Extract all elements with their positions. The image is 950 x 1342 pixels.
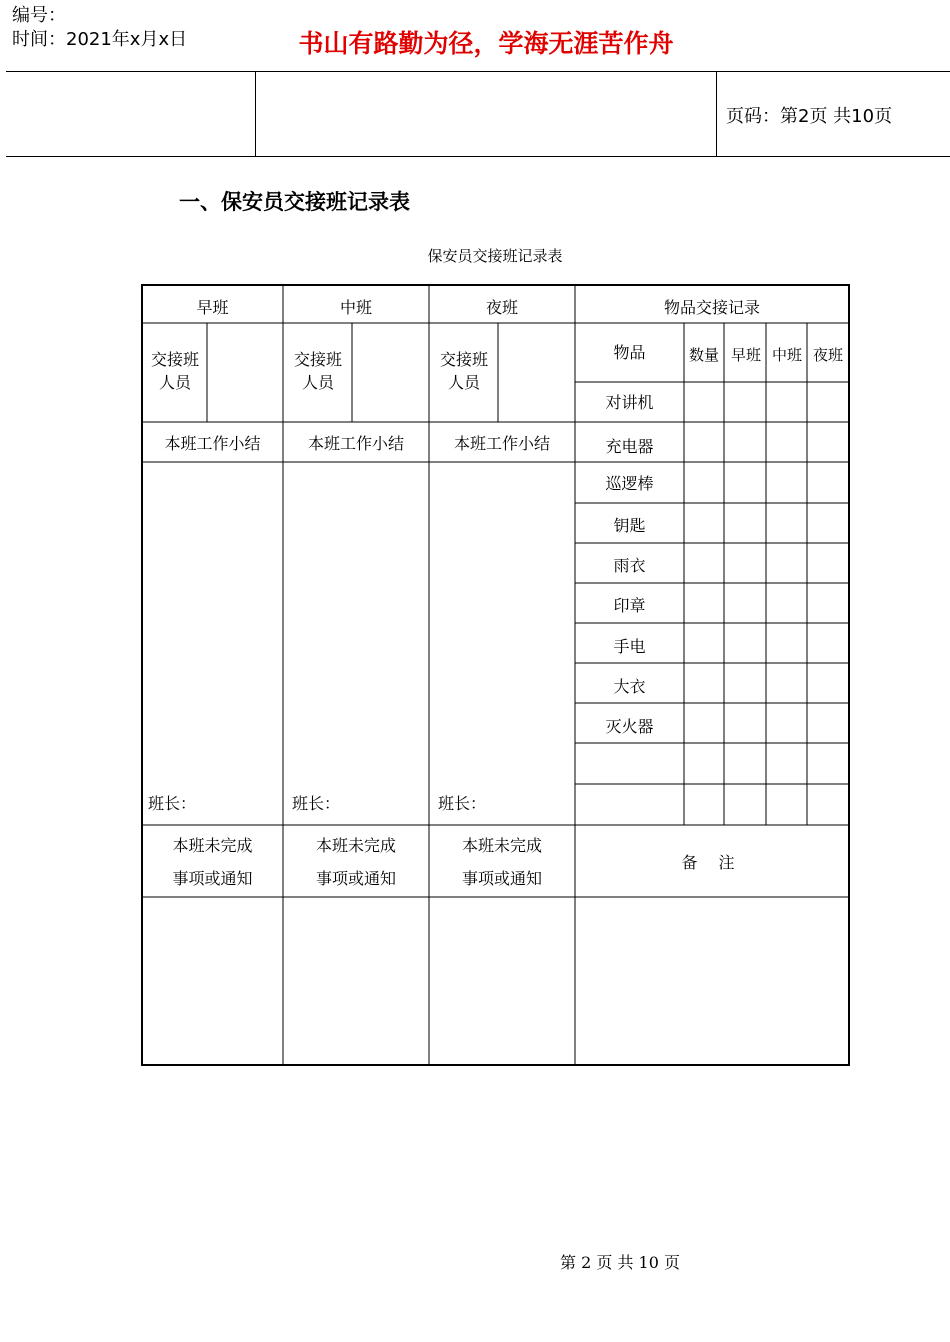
shift-leader-label: 班长： [148,793,197,813]
handover-staff-label: 交接班人员 [439,350,488,392]
item-name: 大衣 [613,676,646,696]
shift-header-mid: 中班 [339,297,372,317]
unfinished-line1: 本班未完成 [172,836,253,855]
header-motto: 书山有路勤为径，学海无涯苦作舟 [298,29,674,58]
unfinished-line1: 本班未完成 [461,836,542,855]
time-label: 时间：2021年x月x日 [12,29,188,50]
unfinished-line2: 事项或通知 [461,869,542,888]
items-header: 物品交接记录 [663,297,760,317]
item-name: 雨衣 [613,555,646,575]
item-name: 充电器 [605,436,654,456]
item-name: 手电 [613,636,646,656]
handover-staff-label: 交接班人员 [293,350,342,392]
unfinished-line2: 事项或通知 [172,869,253,888]
quantity-column-label: 数量 [689,346,720,364]
shift-leader-label: 班长： [438,793,487,813]
unfinished-label-early [142,832,283,892]
early-column-label: 早班 [731,346,762,364]
unfinished-label-night [429,832,575,892]
shift-header-early: 早班 [196,297,229,317]
item-column-label: 物品 [613,342,646,362]
handover-staff-label: 交接班人员 [150,350,199,392]
page-footer: 第 2 页 共 10 页 [560,1253,680,1272]
unfinished-label-mid [283,832,429,892]
remarks-label: 备 注 [681,852,743,872]
summary-label-early: 本班工作小结 [164,433,261,453]
section-title: 一、保安员交接班记录表 [179,190,410,214]
shift-header-night: 夜班 [485,297,518,317]
summary-label-mid: 本班工作小结 [307,433,404,453]
unfinished-line1: 本班未完成 [315,836,396,855]
item-name: 钥匙 [613,515,646,535]
shift-leader-label: 班长： [292,793,341,813]
header-page-label: 页码：第2页 共10页 [726,106,893,127]
item-name: 对讲机 [605,392,654,412]
mid-column-label: 中班 [772,346,803,364]
summary-label-night: 本班工作小结 [453,433,550,453]
item-name: 印章 [613,595,646,615]
night-column-label: 夜班 [813,346,844,364]
item-name: 灭火器 [605,716,654,736]
table-caption: 保安员交接班记录表 [427,247,563,265]
item-name: 巡逻棒 [605,473,654,493]
unfinished-line2: 事项或通知 [315,869,396,888]
number-label: 编号： [12,5,66,26]
